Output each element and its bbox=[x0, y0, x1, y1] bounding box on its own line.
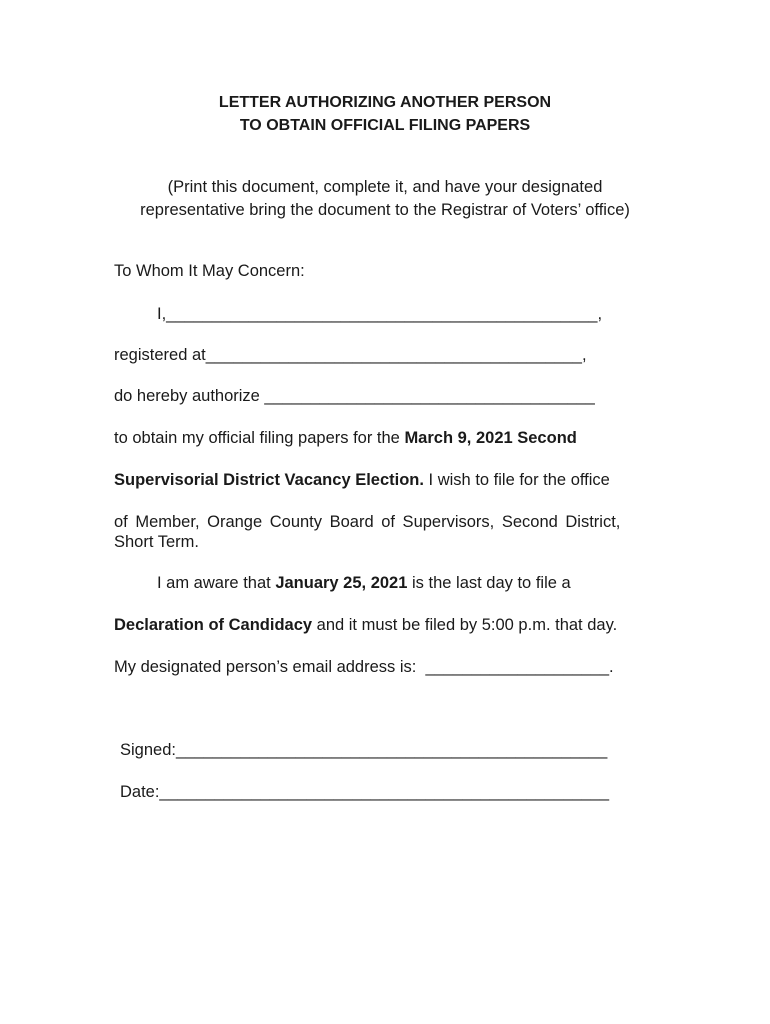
obtain-line bbox=[114, 428, 577, 448]
election-line bbox=[114, 470, 610, 490]
date-line: Date:_________________________________________________ bbox=[120, 783, 610, 801]
aware-line bbox=[157, 573, 571, 593]
election-rest: I wish to file for the office bbox=[423, 471, 610, 489]
title-line-1: LETTER AUTHORIZING ANOTHER PERSON bbox=[218, 94, 552, 111]
election-name: Supervisorial District Vacancy Election. bbox=[114, 471, 424, 489]
signed-line: Signed:_______________________________________________ bbox=[120, 741, 608, 759]
email-line: My designated person’s email address is: ____________________. bbox=[114, 658, 614, 676]
registered-line: registered at_________________________________________, bbox=[114, 346, 587, 364]
election-date: March 9, 2021 Second bbox=[404, 429, 577, 447]
instruction-line-1: (Print this document, complete it, and have your designated bbox=[167, 178, 603, 196]
office-line-2: Short Term. bbox=[114, 533, 199, 551]
aware-rest: is the last day to file a bbox=[407, 574, 571, 592]
salutation: To Whom It May Concern: bbox=[114, 262, 305, 280]
aware-prefix: I am aware that bbox=[157, 574, 276, 592]
office-line-1: of Member, Orange County Board of Supervisors, Second District, bbox=[114, 513, 621, 531]
declaration-rest: and it must be filed by 5:00 p.m. that day. bbox=[312, 616, 618, 634]
deadline-date: January 25, 2021 bbox=[275, 574, 408, 592]
name-line: I,_______________________________________________, bbox=[157, 305, 603, 323]
declaration-title: Declaration of Candidacy bbox=[114, 616, 313, 634]
declaration-line bbox=[114, 615, 617, 635]
instruction-line-2: representative bring the document to the Registrar of Voters’ office) bbox=[140, 201, 630, 219]
title-line-2: TO OBTAIN OFFICIAL FILING PAPERS bbox=[239, 117, 531, 134]
authorize-line: do hereby authorize ____________________________________ bbox=[114, 387, 595, 405]
obtain-prefix: to obtain my official filing papers for the bbox=[114, 429, 405, 447]
